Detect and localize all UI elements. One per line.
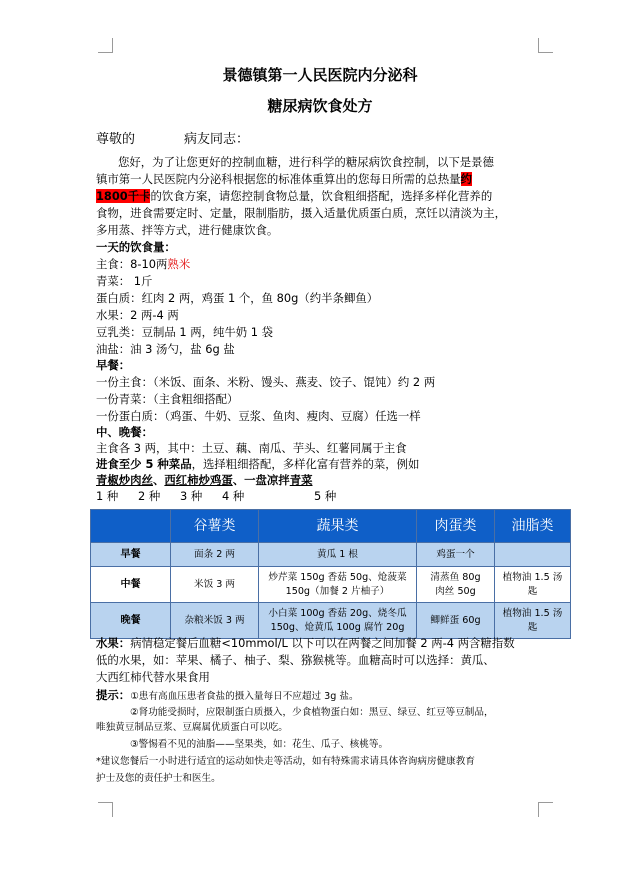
tip-line: 提示：①患有高血压患者食盐的摄入量每日不应超过 3g 盐。 [96, 688, 359, 702]
lunch-dinner-line: 主食各 3 两，其中：土豆、藕、南瓜、芋头、红薯同属于主食 [96, 441, 407, 455]
meal-cell: 中餐 [91, 567, 171, 603]
fruit-note: 低的水果，如：苹果、橘子、柚子、梨、猕猴桃等。血糖高时可以选择：黄瓜、 [96, 653, 495, 667]
dish-count: 4 种 [222, 489, 245, 503]
table-cell: 米饭 3 两 [171, 567, 259, 603]
table-row [91, 567, 571, 603]
page-corner-mark [538, 802, 553, 817]
table-cell: 面条 2 两 [171, 543, 259, 567]
salutation-left: 尊敬的 [96, 132, 136, 147]
table-row [91, 603, 571, 639]
intro-line: 多用蒸、拌等方式，进行健康饮食。 [96, 223, 279, 237]
dish-count: 1 种 [96, 489, 119, 503]
table-cell: 小白菜 100g 香菇 20g、烧冬瓜 150g、炝黄瓜 100g 腐竹 20g [259, 603, 417, 639]
table-cell: 鲫鲜蛋 60g [417, 603, 495, 639]
diet-table [90, 509, 571, 639]
meal-cell: 早餐 [91, 543, 171, 567]
intro-line: 食物，进食需要定时、定量，限制脂肪，摄入适量优质蛋白质，烹饪以清淡为主， [96, 206, 507, 220]
table-header-row [91, 510, 571, 543]
breakfast-line: 一份主食：（米饭、面条、米粉、馒头、燕麦、饺子、馄饨）约 2 两 [96, 375, 436, 389]
dish-count: 3 种 [180, 489, 203, 503]
section-heading: 中、晚餐： [96, 425, 153, 439]
table-cell [495, 543, 571, 567]
page-corner-mark [98, 802, 113, 817]
table-cell: 鸡蛋一个 [417, 543, 495, 567]
table-cell: 植物油 1.5 汤 匙 [495, 603, 571, 639]
hospital-title: 景德镇第一人民医院内分泌科 [222, 66, 418, 84]
table-header-cell [91, 510, 171, 543]
page-corner-mark [538, 38, 553, 53]
dish-examples: 青椒炒肉丝、西红柿炒鸡蛋、一盘凉拌青菜 [96, 473, 313, 487]
salutation-right: 病友同志： [184, 132, 250, 147]
daily-fruit: 水果：2 两-4 两 [96, 308, 179, 322]
calorie-highlight: 约 [460, 172, 472, 186]
tip-line: ②肾功能受损时，应限制蛋白质摄入，少食植物蛋白如：黑豆、绿豆、红豆等豆制品， [130, 707, 494, 718]
daily-veg: 青菜： 1斤 [96, 274, 153, 288]
daily-staple: 主食：8-10两熟米 [96, 257, 191, 271]
fruit-note: 大西红柿代替水果食用 [96, 670, 210, 684]
lunch-dinner-line: 进食至少 5 种菜品，选择粗细搭配，多样化富有营养的菜，例如 [96, 457, 420, 471]
table-header-cell: 蔬果类 [259, 510, 417, 543]
table-cell: 植物油 1.5 汤 匙 [495, 567, 571, 603]
intro-line: 您好，为了让您更好的控制血糖，进行科学的糖尿病饮食控制，以下是景德 [118, 155, 494, 169]
breakfast-line: 一份蛋白质：（鸡蛋、牛奶、豆浆、鱼肉、瘦肉、豆腐）任选一样 [96, 409, 421, 423]
table-cell: 黄瓜 1 根 [259, 543, 417, 567]
tip-line: 唯独黄豆制品豆浆、豆腐属优质蛋白可以吃。 [96, 722, 288, 733]
dish-count: 2 种 [138, 489, 161, 503]
dish-count: 5 种 [314, 489, 337, 503]
intro-line: 1800千卡的饮食方案，请您控制食物总量，饮食粗细搭配，选择多样化营养的 [96, 189, 493, 203]
daily-soy: 豆乳类：豆制品 1 两，纯牛奶 1 袋 [96, 325, 274, 339]
calorie-highlight: 1800千卡 [96, 189, 151, 203]
table-header-cell: 肉蛋类 [417, 510, 495, 543]
breakfast-line: 一份青菜：（主食粗细搭配） [96, 392, 239, 406]
intro-line: 镇市第一人民医院内分泌科根据您的标准体重算出的您每日所需的总热量约 [96, 172, 472, 186]
table-cell: 炒芹菜 150g 香菇 50g、炝菠菜 150g（加餐 2 片柚子） [259, 567, 417, 603]
document-title: 糖尿病饮食处方 [267, 97, 373, 115]
table-header-cell: 谷薯类 [171, 510, 259, 543]
table-row [91, 543, 571, 567]
meal-cell: 晚餐 [91, 603, 171, 639]
section-heading: 早餐： [96, 358, 131, 372]
fruit-note: 水果：病情稳定餐后血糖<10mmol/L 以下可以在两餐之间加餐 2 两-4 两含糖指数 [96, 636, 515, 650]
table-cell: 清蒸鱼 80g 肉丝 50g [417, 567, 495, 603]
daily-protein: 蛋白质：红肉 2 两，鸡蛋 1 个，鱼 80g（约半条鲫鱼） [96, 291, 379, 305]
table-cell: 杂粮米饭 3 两 [171, 603, 259, 639]
page-corner-mark [98, 38, 113, 53]
tip-line: ③警惕看不见的油脂——坚果类，如：花生、瓜子、核桃等。 [130, 739, 389, 750]
advice-line: *建议您餐后一小时进行适宜的运动如快走等活动，如有特殊需求请具体咨询病房健康教育 [96, 756, 475, 767]
daily-oil: 油盐：油 3 汤勺，盐 6g 盐 [96, 342, 235, 356]
section-heading: 一天的饮食量： [96, 240, 176, 254]
advice-line: 护士及您的责任护士和医生。 [96, 773, 221, 784]
table-header-cell: 油脂类 [495, 510, 571, 543]
